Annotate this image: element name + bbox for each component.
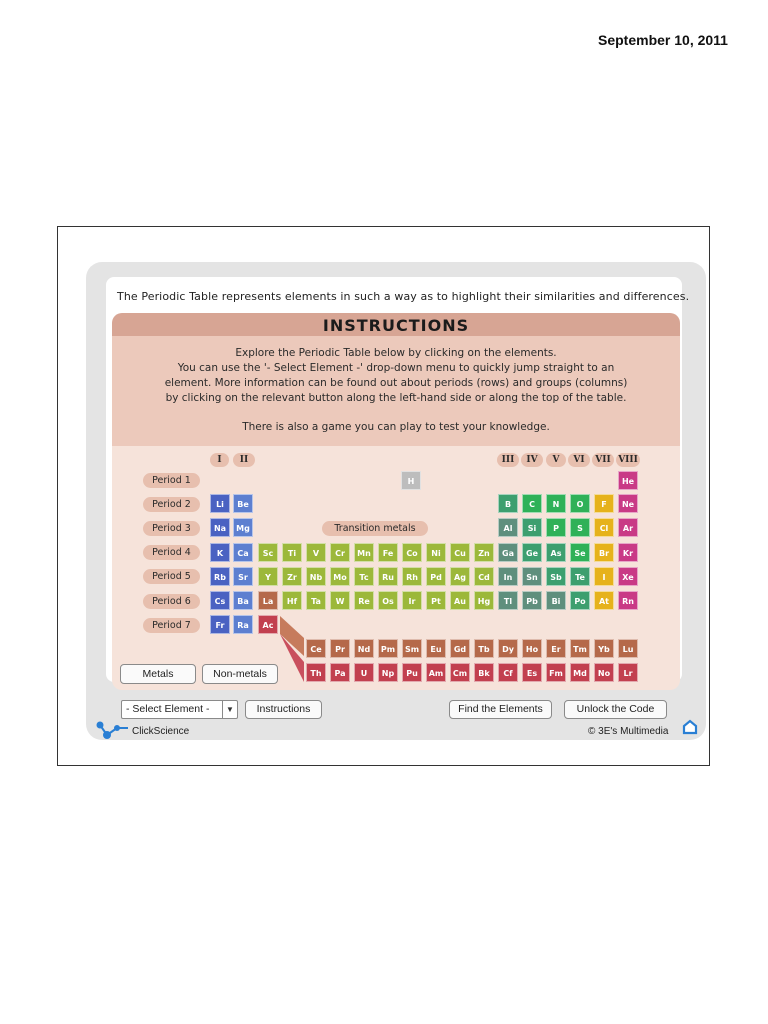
instructions-line: You can use the '- Select Element -' drop-down menu to quickly jump straight to an <box>177 362 615 374</box>
element-te[interactable]: Te <box>570 567 590 586</box>
intro-text: The Periodic Table represents elements in such a way as to highlight their similarities and differences. <box>117 290 690 303</box>
element-sn[interactable]: Sn <box>522 567 542 586</box>
element-ho[interactable]: Ho <box>522 639 542 658</box>
element-f[interactable]: F <box>594 494 614 513</box>
group-button-VII[interactable]: VII <box>592 453 614 467</box>
find-elements-button[interactable]: Find the Elements <box>449 700 552 719</box>
element-es[interactable]: Es <box>522 663 542 682</box>
element-rh[interactable]: Rh <box>402 567 422 586</box>
element-re[interactable]: Re <box>354 591 374 610</box>
copyright-text: © 3E's Multimedia <box>588 726 669 737</box>
element-lr[interactable]: Lr <box>618 663 638 682</box>
chevron-down-icon[interactable]: ▼ <box>222 701 237 718</box>
element-in[interactable]: In <box>498 567 518 586</box>
element-v[interactable]: V <box>306 543 326 562</box>
element-ge[interactable]: Ge <box>522 543 542 562</box>
instructions-line: There is also a game you can play to test your knowledge. <box>242 421 550 433</box>
unlock-code-button[interactable]: Unlock the Code <box>564 700 667 719</box>
period-button-6[interactable]: Period 6 <box>143 594 200 609</box>
element-th[interactable]: Th <box>306 663 326 682</box>
instructions-header <box>112 313 680 336</box>
element-b[interactable]: B <box>498 494 518 513</box>
element-er[interactable]: Er <box>546 639 566 658</box>
element-ca[interactable]: Ca <box>233 543 253 562</box>
group-button-II[interactable]: II <box>233 453 255 467</box>
element-rn[interactable]: Rn <box>618 591 638 610</box>
instructions-line: Explore the Periodic Table below by clicking on the elements. <box>235 347 557 359</box>
element-at[interactable]: At <box>594 591 614 610</box>
instructions-line: by clicking on the relevant button along the left-hand side or along the top of the table. <box>165 392 627 404</box>
element-si[interactable]: Si <box>522 518 542 537</box>
element-pt[interactable]: Pt <box>426 591 446 610</box>
element-po[interactable]: Po <box>570 591 590 610</box>
non-metals-button[interactable]: Non-metals <box>202 664 278 684</box>
element-tm[interactable]: Tm <box>570 639 590 658</box>
element-fr[interactable]: Fr <box>210 615 230 634</box>
period-button-1[interactable]: Period 1 <box>143 473 200 488</box>
element-se[interactable]: Se <box>570 543 590 562</box>
document-date: September 10, 2011 <box>598 32 728 48</box>
element-co[interactable]: Co <box>402 543 422 562</box>
element-cu[interactable]: Cu <box>450 543 470 562</box>
element-bi[interactable]: Bi <box>546 591 566 610</box>
instructions-button[interactable]: Instructions <box>245 700 322 719</box>
element-sm[interactable]: Sm <box>402 639 422 658</box>
element-tl[interactable]: Tl <box>498 591 518 610</box>
element-gd[interactable]: Gd <box>450 639 470 658</box>
clickscience-logo-icon <box>95 719 129 741</box>
period-button-3[interactable]: Period 3 <box>143 521 200 536</box>
element-au[interactable]: Au <box>450 591 470 610</box>
instructions-line: element. More information can be found out about periods (rows) and groups (columns) <box>164 377 628 389</box>
element-mn[interactable]: Mn <box>354 543 374 562</box>
element-ba[interactable]: Ba <box>233 591 253 610</box>
group-button-I[interactable]: I <box>210 453 229 467</box>
element-pa[interactable]: Pa <box>330 663 350 682</box>
element-nd[interactable]: Nd <box>354 639 374 658</box>
element-zr[interactable]: Zr <box>282 567 302 586</box>
element-ra[interactable]: Ra <box>233 615 253 634</box>
element-mo[interactable]: Mo <box>330 567 350 586</box>
element-ne[interactable]: Ne <box>618 494 638 513</box>
period-button-7[interactable]: Period 7 <box>143 618 200 633</box>
element-cd[interactable]: Cd <box>474 567 494 586</box>
period-button-4[interactable]: Period 4 <box>143 545 200 560</box>
element-w[interactable]: W <box>330 591 350 610</box>
element-tc[interactable]: Tc <box>354 567 374 586</box>
element-n[interactable]: N <box>546 494 566 513</box>
period-button-5[interactable]: Period 5 <box>143 569 200 584</box>
period-button-2[interactable]: Period 2 <box>143 497 200 512</box>
select-element-value: - Select Element - <box>126 703 210 715</box>
element-fe[interactable]: Fe <box>378 543 398 562</box>
group-button-IV[interactable]: IV <box>521 453 543 467</box>
element-al[interactable]: Al <box>498 518 518 537</box>
element-sr[interactable]: Sr <box>233 567 253 586</box>
element-os[interactable]: Os <box>378 591 398 610</box>
element-nb[interactable]: Nb <box>306 567 326 586</box>
element-ti[interactable]: Ti <box>282 543 302 562</box>
element-k[interactable]: K <box>210 543 230 562</box>
element-he[interactable]: He <box>618 471 638 490</box>
element-sc[interactable]: Sc <box>258 543 278 562</box>
element-sb[interactable]: Sb <box>546 567 566 586</box>
element-ag[interactable]: Ag <box>450 567 470 586</box>
element-mg[interactable]: Mg <box>233 518 253 537</box>
group-button-VI[interactable]: VI <box>568 453 590 467</box>
element-yb[interactable]: Yb <box>594 639 614 658</box>
home-icon[interactable] <box>681 719 699 735</box>
element-pd[interactable]: Pd <box>426 567 446 586</box>
element-y[interactable]: Y <box>258 567 278 586</box>
element-xe[interactable]: Xe <box>618 567 638 586</box>
element-br[interactable]: Br <box>594 543 614 562</box>
metals-button[interactable]: Metals <box>120 664 196 684</box>
element-lu[interactable]: Lu <box>618 639 638 658</box>
element-s[interactable]: S <box>570 518 590 537</box>
element-i[interactable]: I <box>594 567 614 586</box>
element-fm[interactable]: Fm <box>546 663 566 682</box>
group-button-V[interactable]: V <box>546 453 566 467</box>
transition-metals-button[interactable]: Transition metals <box>322 521 428 536</box>
element-ar[interactable]: Ar <box>618 518 638 537</box>
element-ce[interactable]: Ce <box>306 639 326 658</box>
group-button-III[interactable]: III <box>497 453 519 467</box>
element-p[interactable]: P <box>546 518 566 537</box>
element-dy[interactable]: Dy <box>498 639 518 658</box>
element-ru[interactable]: Ru <box>378 567 398 586</box>
element-li[interactable]: Li <box>210 494 230 513</box>
element-o[interactable]: O <box>570 494 590 513</box>
group-button-VIII[interactable]: VIII <box>616 453 640 467</box>
element-ni[interactable]: Ni <box>426 543 446 562</box>
element-cl[interactable]: Cl <box>594 518 614 537</box>
element-pu[interactable]: Pu <box>402 663 422 682</box>
element-hf[interactable]: Hf <box>282 591 302 610</box>
element-h[interactable]: H <box>401 471 421 490</box>
element-na[interactable]: Na <box>210 518 230 537</box>
element-bk[interactable]: Bk <box>474 663 494 682</box>
element-tb[interactable]: Tb <box>474 639 494 658</box>
instructions-title: INSTRUCTIONS <box>322 316 470 335</box>
brand-name: ClickScience <box>132 726 190 737</box>
element-cs[interactable]: Cs <box>210 591 230 610</box>
element-eu[interactable]: Eu <box>426 639 446 658</box>
element-rb[interactable]: Rb <box>210 567 230 586</box>
select-element-dropdown[interactable] <box>121 700 238 719</box>
element-am[interactable]: Am <box>426 663 446 682</box>
element-ir[interactable]: Ir <box>402 591 422 610</box>
element-pr[interactable]: Pr <box>330 639 350 658</box>
element-md[interactable]: Md <box>570 663 590 682</box>
instructions-body <box>112 336 680 446</box>
element-no[interactable]: No <box>594 663 614 682</box>
element-ga[interactable]: Ga <box>498 543 518 562</box>
element-pb[interactable]: Pb <box>522 591 542 610</box>
element-cr[interactable]: Cr <box>330 543 350 562</box>
element-pm[interactable]: Pm <box>378 639 398 658</box>
element-la[interactable]: La <box>258 591 278 610</box>
element-hg[interactable]: Hg <box>474 591 494 610</box>
element-as[interactable]: As <box>546 543 566 562</box>
element-zn[interactable]: Zn <box>474 543 494 562</box>
element-cm[interactable]: Cm <box>450 663 470 682</box>
element-ta[interactable]: Ta <box>306 591 326 610</box>
element-u[interactable]: U <box>354 663 374 682</box>
element-be[interactable]: Be <box>233 494 253 513</box>
element-np[interactable]: Np <box>378 663 398 682</box>
element-ac[interactable]: Ac <box>258 615 278 634</box>
element-cf[interactable]: Cf <box>498 663 518 682</box>
element-c[interactable]: C <box>522 494 542 513</box>
element-kr[interactable]: Kr <box>618 543 638 562</box>
